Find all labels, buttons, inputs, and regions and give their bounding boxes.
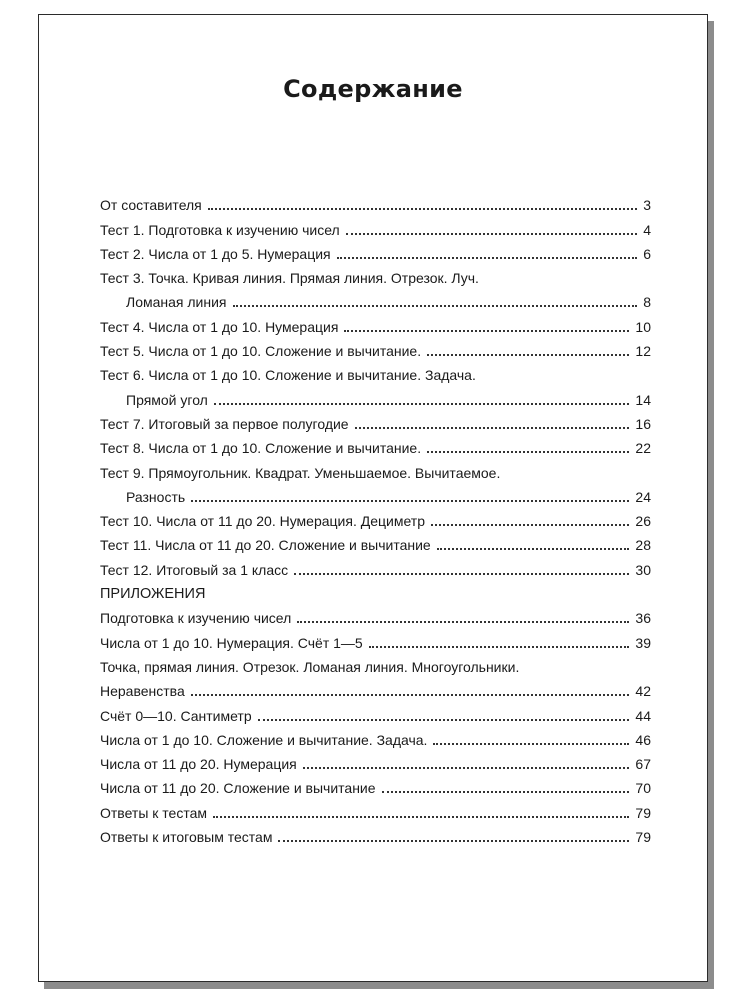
dot-leader (208, 208, 637, 210)
toc-entry-label: От составителя (100, 197, 202, 214)
toc-entry-label: Ответы к тестам (100, 804, 207, 821)
toc-entry-label: Тест 4. Числа от 1 до 10. Нумерация (100, 318, 339, 335)
toc-entry-label: Тест 7. Итоговый за первое полугодие (100, 415, 349, 432)
document-page (38, 14, 708, 982)
toc-entry-label: Подготовка к изучению чисел (100, 610, 292, 627)
toc-entry-label: Прямой угол (126, 391, 208, 408)
toc-page-number: 10 (635, 318, 651, 335)
toc-page-number: 6 (643, 245, 651, 262)
dot-leader (355, 427, 630, 429)
toc-entry-first-line: Тест 9. Прямоугольник. Квадрат. Уменьшаемое. Вычитаемое. (100, 464, 501, 481)
section-heading: ПРИЛОЖЕНИЯ (100, 586, 206, 603)
dot-leader (278, 840, 629, 842)
dot-leader (431, 524, 629, 526)
toc-page-number: 67 (635, 756, 651, 773)
dot-leader (191, 500, 629, 502)
toc-entry-first-line: Тест 3. Точка. Кривая линия. Прямая линия. Отрезок. Луч. (100, 270, 479, 287)
dot-leader (297, 621, 629, 623)
toc-entry-first-line: Точка, прямая линия. Отрезок. Ломаная линия. Многоугольники. (100, 658, 520, 675)
toc-entry (100, 433, 651, 457)
toc-entry (100, 797, 651, 821)
toc-entry (100, 239, 651, 263)
toc-page-number: 22 (635, 440, 651, 457)
toc-entry (100, 287, 651, 311)
toc-entry (100, 530, 651, 554)
toc-entry-label: Неравенства (100, 683, 185, 700)
toc-entry (100, 506, 651, 530)
dot-leader (346, 233, 637, 235)
toc-entry (100, 384, 651, 408)
dot-leader (382, 791, 630, 793)
toc-page-number: 12 (635, 343, 651, 360)
toc-entry-label: Тест 10. Числа от 11 до 20. Нумерация. Дециметр (100, 513, 425, 530)
toc-entry-first-line: Тест 6. Числа от 1 до 10. Сложение и вычитание. Задача. (100, 367, 476, 384)
toc-page-number: 39 (635, 634, 651, 651)
toc-entry-label: Тест 2. Числа от 1 до 5. Нумерация (100, 245, 331, 262)
toc-entry-label: Ломаная линия (126, 294, 227, 311)
toc-page-number: 70 (635, 780, 651, 797)
toc-entry (100, 822, 651, 846)
toc-entry (100, 773, 651, 797)
toc-page-number: 28 (635, 537, 651, 554)
toc-entry (100, 749, 651, 773)
toc-entry-label: Тест 11. Числа от 11 до 20. Сложение и вычитание (100, 537, 431, 554)
dot-leader (233, 305, 638, 307)
dot-leader (213, 816, 629, 818)
toc-entry (100, 482, 651, 506)
toc-entry (100, 676, 651, 700)
toc-entry (100, 700, 651, 724)
toc-entry (100, 336, 651, 360)
toc-entry (100, 554, 651, 578)
toc-page-number: 26 (635, 513, 651, 530)
dot-leader (214, 403, 630, 405)
toc-page-number: 44 (635, 707, 651, 724)
toc-page-number: 79 (635, 829, 651, 846)
toc-page-number: 14 (635, 391, 651, 408)
toc-page-number: 24 (635, 488, 651, 505)
toc-entry (100, 214, 651, 238)
table-of-contents (100, 190, 651, 846)
dot-leader (369, 646, 630, 648)
toc-entry-label: Тест 12. Итоговый за 1 класс (100, 561, 289, 578)
toc-page-number: 3 (643, 197, 651, 214)
toc-entry-label: Тест 8. Числа от 1 до 10. Сложение и вычитание. (100, 440, 422, 457)
toc-entry (100, 725, 651, 749)
toc-entry-label: Числа от 11 до 20. Нумерация (100, 756, 297, 773)
dot-leader (433, 743, 629, 745)
dot-leader (427, 451, 629, 453)
toc-page-number: 30 (635, 561, 651, 578)
toc-entry-label: Тест 5. Числа от 1 до 10. Сложение и вычитание. (100, 343, 422, 360)
toc-entry-label: Числа от 1 до 10. Сложение и вычитание. Задача. (100, 731, 428, 748)
dot-leader (437, 548, 630, 550)
toc-entry-label: Счёт 0—10. Сантиметр (100, 707, 252, 724)
dot-leader (427, 354, 629, 356)
toc-entry-label: Тест 1. Подготовка к изучению чисел (100, 221, 340, 238)
page-title: Содержание (283, 75, 463, 103)
toc-entry-label: Ответы к итоговым тестам (100, 829, 273, 846)
dot-leader (258, 719, 630, 721)
toc-page-number: 79 (635, 804, 651, 821)
toc-entry (100, 409, 651, 433)
toc-page-number: 8 (643, 294, 651, 311)
toc-entry (100, 190, 651, 214)
toc-page-number: 16 (635, 415, 651, 432)
toc-entry-label: Числа от 11 до 20. Сложение и вычитание (100, 780, 376, 797)
toc-entry (100, 627, 651, 651)
dot-leader (337, 257, 638, 259)
dot-leader (191, 694, 630, 696)
toc-page-number: 42 (635, 683, 651, 700)
toc-page-number: 36 (635, 610, 651, 627)
toc-entry (100, 311, 651, 335)
toc-page-number: 46 (635, 731, 651, 748)
dot-leader (344, 330, 629, 332)
toc-entry (100, 603, 651, 627)
dot-leader (294, 573, 629, 575)
toc-entry-label: Разность (126, 488, 186, 505)
toc-entry-label: Числа от 1 до 10. Нумерация. Счёт 1—5 (100, 634, 363, 651)
dot-leader (303, 767, 630, 769)
toc-page-number: 4 (643, 221, 651, 238)
